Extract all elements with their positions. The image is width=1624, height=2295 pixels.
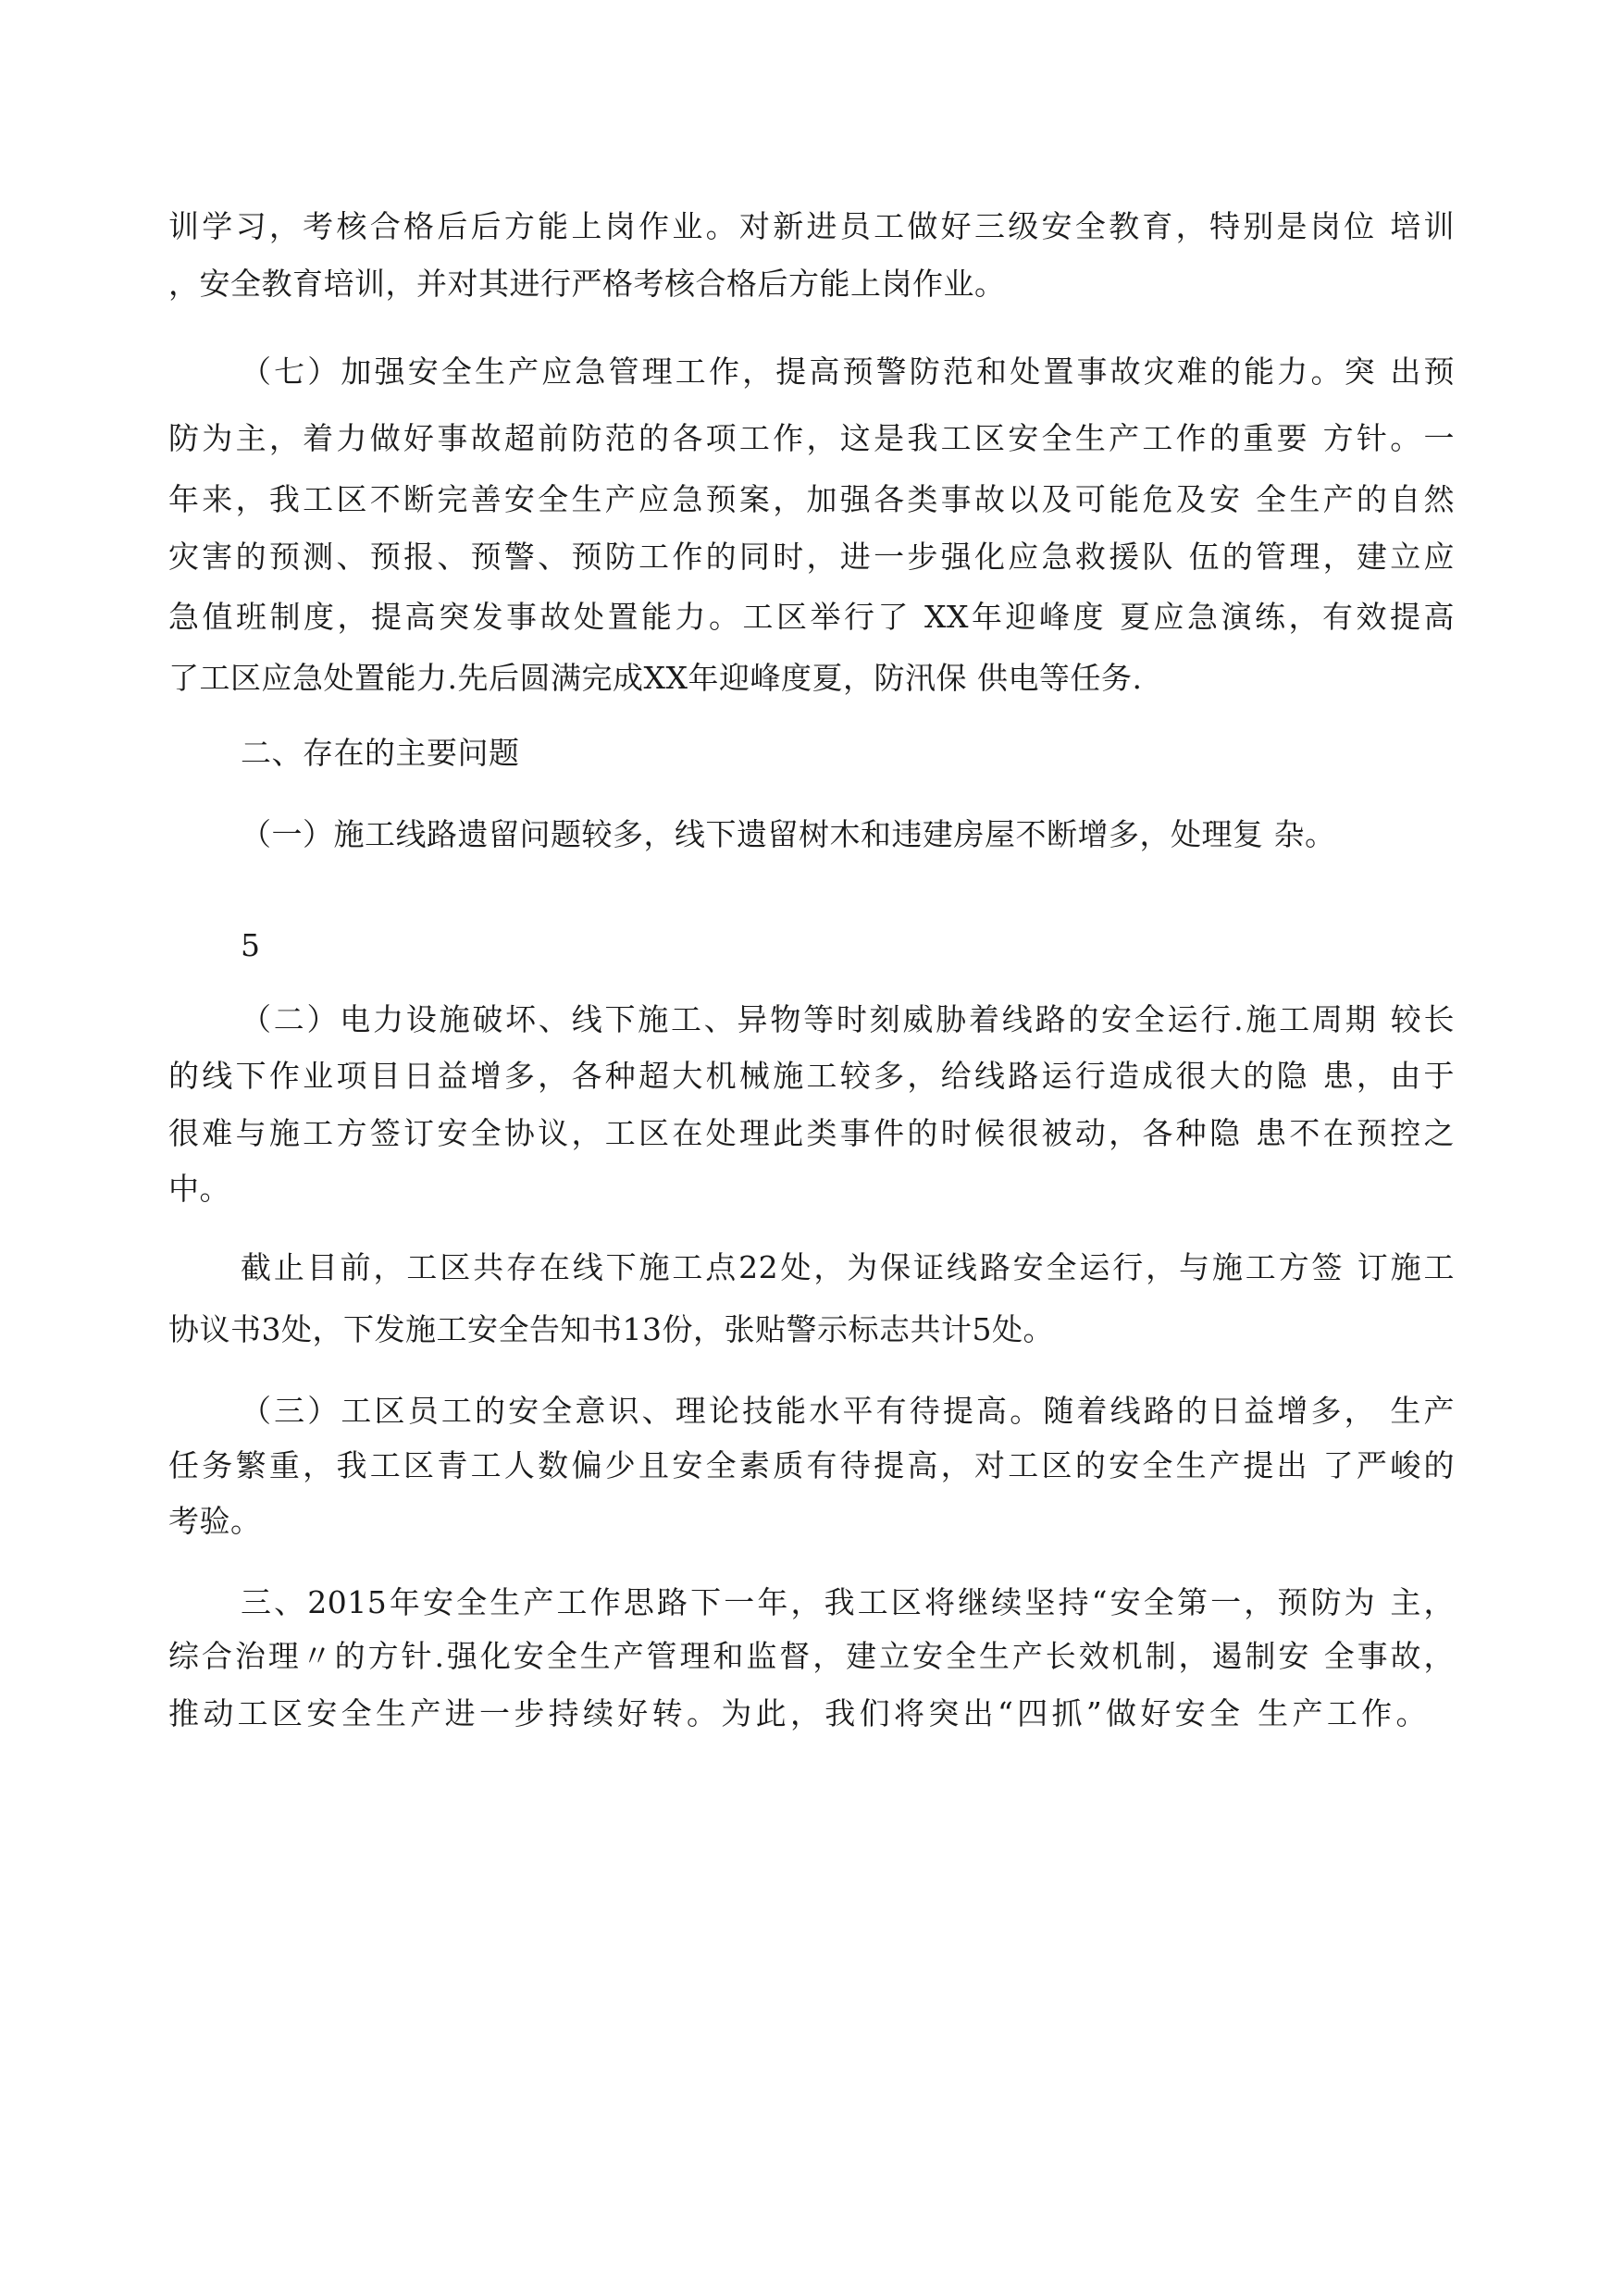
text-line: （一）施工线路遗留问题较多，线下遗留树木和违建房屋不断增多，处理复 杂。 [241, 816, 1336, 852]
text-line: 二、存在的主要问题 [241, 735, 520, 771]
text-line: 很难与施工方签订安全协议，工区在处理此类事件的时候很被动，各种隐 患不在预控之 [168, 1115, 1455, 1151]
text-line: （二）电力设施破坏、线下施工、异物等时刻威胁着线路的安全运行.施工周期 较长 [241, 1001, 1455, 1037]
text-line: （三）工区员工的安全意识、理论技能水平有待提高。随着线路的日益增多， 生产 [241, 1393, 1455, 1429]
text-line: （七）加强安全生产应急管理工作，提高预警防范和处置事故灾难的能力。突 出预 [241, 354, 1455, 390]
page-number: 5 [241, 927, 261, 963]
text-line: 了工区应急处置能力.先后圆满完成XX年迎峰度夏，防汛保 供电等任务. [168, 660, 1143, 696]
text-line: 年来，我工区不断完善安全生产应急预案，加强各类事故以及可能危及安 全生产的自然 [168, 481, 1455, 517]
text-line: 的线下作业项目日益增多，各种超大机械施工较多，给线路运行造成很大的隐 患，由于 [168, 1058, 1455, 1094]
text-line: 综合治理〃的方针.强化安全生产管理和监督，建立安全生产长效机制，遏制安 全事故， [168, 1638, 1455, 1674]
text-line: 训学习，考核合格后后方能上岗作业。对新进员工做好三级安全教育，特别是岗位 培训 [168, 208, 1455, 244]
text-line: 考验。 [168, 1503, 262, 1539]
text-line: 推动工区安全生产进一步持续好转。为此，我们将突出“四抓”做好安全 生产工作。 [168, 1695, 1427, 1731]
text-line: 急值班制度，提高突发事故处置能力。工区举行了 XX年迎峰度 夏应急演练，有效提高 [168, 599, 1455, 635]
text-line: 协议书3处，下发施工安全告知书13份，张贴警示标志共计5处。 [168, 1311, 1054, 1347]
text-line: 任务繁重，我工区青工人数偏少且安全素质有待提高，对工区的安全生产提出 了严峻的 [168, 1447, 1455, 1483]
text-line: 截止目前，工区共存在线下施工点22处，为保证线路安全运行，与施工方签 订施工 [241, 1249, 1455, 1285]
text-line: ，安全教育培训，并对其进行严格考核合格后方能上岗作业。 [168, 266, 1006, 302]
text-line: 三、2015年安全生产工作思路下一年，我工区将继续坚持“安全第一，预防为 主， [241, 1584, 1455, 1620]
text-line: 防为主，着力做好事故超前防范的各项工作，这是我工区安全生产工作的重要 方针。一 [168, 420, 1455, 456]
text-line: 灾害的预测、预报、预警、预防工作的同时，进一步强化应急救援队 伍的管理，建立应 [168, 539, 1455, 575]
text-line: 中。 [168, 1171, 230, 1207]
